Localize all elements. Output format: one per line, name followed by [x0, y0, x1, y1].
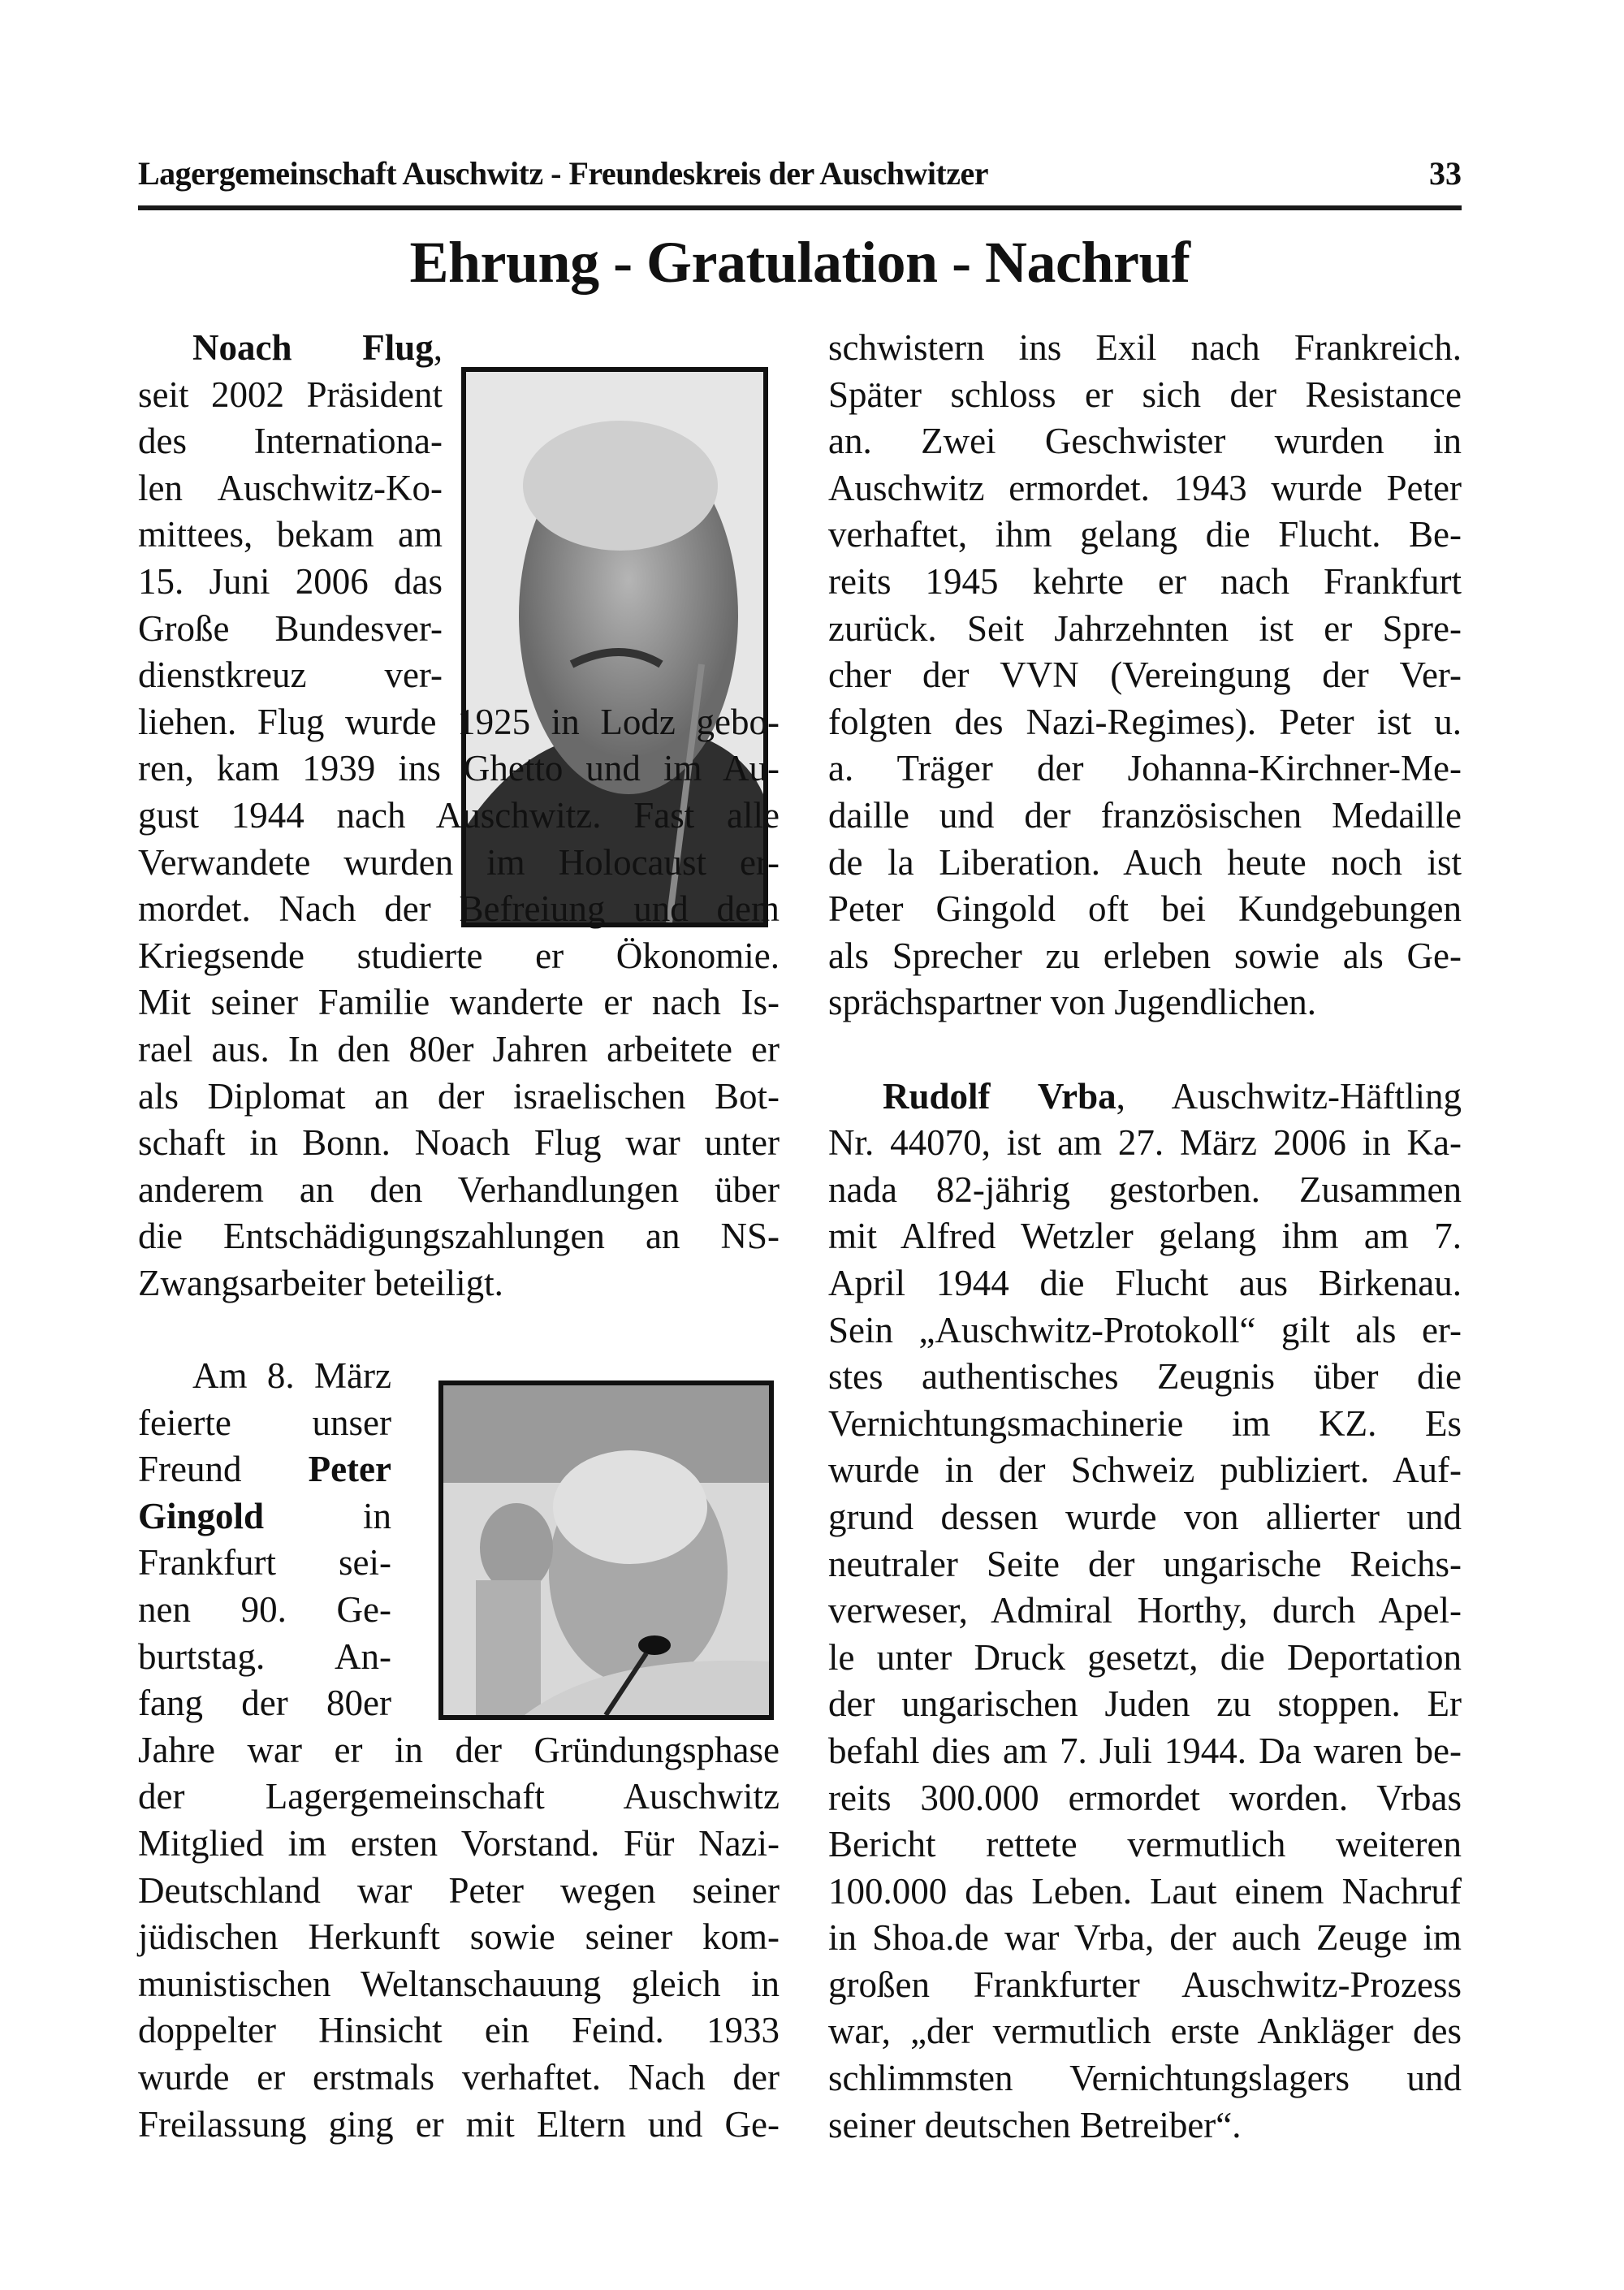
text-line [138, 418, 443, 465]
text-line [828, 559, 1462, 606]
text-line [138, 2102, 780, 2149]
text-line [828, 1915, 1462, 1962]
text-line [138, 1680, 391, 1727]
text-line [138, 1914, 780, 1961]
text-span: folgten des Nazi-Regimes). Peter ist u. [828, 701, 1462, 742]
text-line [138, 1540, 391, 1587]
text-line [828, 325, 1462, 372]
text-span: sprächspartner von Jugendlichen. [828, 982, 1317, 1023]
text-line [138, 372, 443, 419]
text-line [138, 1961, 780, 2008]
text-line [828, 1074, 1462, 1121]
text-line [828, 1260, 1462, 1307]
page-number: 33 [1429, 155, 1462, 192]
text-span: 100.000 das Leben. Laut einem Nachruf [828, 1870, 1462, 1912]
text-span: fang der 80er [138, 1683, 391, 1724]
text-line [828, 1541, 1462, 1588]
text-line [828, 606, 1462, 653]
text-span: Freilassung ging er mit Eltern und Ge- [138, 2103, 780, 2145]
text-line [138, 512, 443, 559]
text-span: schwistern ins Exil nach Frankreich. [828, 327, 1462, 368]
text-span: , [433, 327, 443, 368]
text-span: rael aus. In den 80er Jahren arbeitete er [138, 1028, 780, 1069]
text-line [138, 1493, 391, 1540]
text-line [138, 745, 780, 793]
text-span: in Shoa.de war Vrba, der auch Zeuge im [828, 1917, 1462, 1959]
text-span: nen 90. Ge- [138, 1588, 391, 1630]
text-span: a. Träger der Johanna-Kirchner-Me- [828, 748, 1462, 789]
text-span: Auschwitz ermordet. 1943 wurde Peter [828, 467, 1462, 508]
text-line [828, 1447, 1462, 1494]
text-line [828, 886, 1462, 933]
text-line [828, 1401, 1462, 1448]
text-span: Verwandete wurden im Holocaust er- [138, 841, 780, 883]
text-line [828, 2008, 1462, 2055]
text-span: len Auschwitz-Ko- [138, 467, 443, 508]
text-line [828, 699, 1462, 746]
text-line [828, 979, 1462, 1026]
text-span: de la Liberation. Auch heute noch ist [828, 841, 1462, 883]
text-line [138, 933, 780, 980]
text-line [828, 1821, 1462, 1869]
text-span: grund dessen wurde von allierter und [828, 1496, 1462, 1537]
text-span: der Lagergemeinschaft Auschwitz [138, 1776, 780, 1817]
text-line [828, 1167, 1462, 1214]
flug-full-text [138, 699, 780, 1307]
text-span: , Auschwitz-Häftling [1116, 1075, 1462, 1117]
text-line [828, 1775, 1462, 1822]
text-span: neutraler Seite der ungarische Reichs- [828, 1543, 1462, 1584]
text-span: Später schloss er sich der Resistance [828, 374, 1462, 415]
text-span: Freund [138, 1449, 309, 1490]
text-line [138, 1774, 780, 1821]
text-span: der ungarischen Juden zu stoppen. Er [828, 1683, 1462, 1725]
text-span: seiner deutschen Betreiber“. [828, 2104, 1242, 2145]
text-span: als Diplomat an der israelischen Bot- [138, 1075, 780, 1117]
text-span: Frankfurt sei- [138, 1542, 391, 1584]
text-span: Mit seiner Familie wanderte er nach Is- [138, 982, 780, 1023]
text-span: mit Alfred Wetzler gelang ihm am 7. [828, 1216, 1462, 1257]
text-span: ren, kam 1939 ins Ghetto und im Au- [138, 748, 780, 789]
text-line [138, 2055, 780, 2102]
text-span: dienstkreuz ver- [138, 655, 443, 696]
text-span: jüdischen Herkunft sowie seiner kom- [138, 1916, 780, 1958]
text-span: le unter Druck gesetzt, die Deportation [828, 1636, 1462, 1678]
text-span: anderem an den Verhandlungen über [138, 1169, 780, 1210]
text-line [138, 1400, 391, 1447]
text-span: feierte unser [138, 1402, 391, 1443]
text-line [138, 1120, 780, 1167]
page-title: Ehrung - Gratulation - Nachruf [409, 230, 1190, 295]
text-line [138, 2007, 780, 2055]
text-span: daille und der französischen Medaille [828, 794, 1462, 836]
text-line [138, 1026, 780, 1074]
gingold-narrow-text [138, 1353, 391, 1727]
text-line [828, 1588, 1462, 1635]
text-span: Zwangsarbeiter beteiligt. [138, 1262, 503, 1303]
header-rule [138, 205, 1462, 210]
text-span: zurück. Seit Jahrzehnten ist er Spre- [828, 607, 1462, 649]
text-span: in [264, 1495, 391, 1536]
text-line [828, 1213, 1462, 1260]
person-name: Gingold [138, 1495, 265, 1536]
text-span: die Entschädigungszahlungen an NS- [138, 1216, 780, 1257]
text-span: cher der VVN (Vereingung der Ver- [828, 655, 1462, 696]
text-span: stes authentisches Zeugnis über die [828, 1356, 1462, 1398]
text-line [138, 652, 443, 699]
photo-peter-gingold [438, 1380, 774, 1720]
text-span: des Internationa- [138, 421, 443, 462]
running-header: Lagergemeinschaft Auschwitz - Freundeskreis der Auschwitzer [138, 155, 989, 192]
text-line [828, 1681, 1462, 1728]
text-span: 15. Juni 2006 das [138, 560, 443, 602]
text-line [138, 1446, 391, 1493]
text-span: reits 1945 kehrte er nach Frankfurt [828, 560, 1462, 602]
text-span: Peter Gingold oft bei Kundgebungen [828, 888, 1462, 930]
text-line [828, 745, 1462, 793]
text-line [138, 1260, 780, 1307]
text-line [828, 2102, 1462, 2150]
text-line [828, 1307, 1462, 1355]
text-span: Nr. 44070, ist am 27. März 2006 in Ka- [828, 1122, 1462, 1164]
text-span: nada 82-jährig gestorben. Zusammen [828, 1169, 1462, 1210]
text-line [138, 1167, 780, 1214]
flug-narrow-text [138, 325, 443, 699]
text-span: seit 2002 Präsident [138, 374, 443, 415]
person-name: Rudolf Vrba [883, 1075, 1116, 1117]
text-line [828, 1728, 1462, 1775]
text-span: doppelter Hinsicht ein Feind. 1933 [138, 2010, 780, 2051]
text-line [138, 840, 780, 887]
person-name: Noach Flug [192, 327, 434, 368]
text-span: wurde er erstmals verhaftet. Nach der [138, 2056, 780, 2098]
text-span: befahl dies am 7. Juli 1944. Da waren be- [828, 1730, 1462, 1771]
text-line [828, 1354, 1462, 1401]
text-span: Sein „Auschwitz-Protokoll“ gilt als er- [828, 1309, 1462, 1350]
text-span: liehen. Flug wurde 1925 in Lodz gebo- [138, 701, 780, 742]
text-span: verweser, Admiral Horthy, durch Apel- [828, 1590, 1462, 1631]
text-line [138, 699, 780, 746]
text-line [828, 793, 1462, 840]
text-line [828, 512, 1462, 559]
text-line [138, 1821, 780, 1868]
text-line [138, 979, 780, 1026]
text-span: reits 300.000 ermordet worden. Vrbas [828, 1777, 1462, 1818]
person-name: Peter [308, 1449, 391, 1490]
text-line [828, 1635, 1462, 1682]
text-line [138, 325, 443, 372]
text-span: Jahre war er in der Gründungsphase [138, 1729, 780, 1770]
text-span: mittees, bekam am [138, 514, 443, 555]
text-line [138, 1213, 780, 1260]
text-span: schlimmsten Vernichtungslagers und [828, 2058, 1462, 2099]
vrba-text [828, 1074, 1462, 2150]
text-line [138, 606, 443, 653]
text-line [138, 559, 443, 606]
text-span: als Sprecher zu erleben sowie als Ge- [828, 935, 1462, 976]
text-line [828, 1869, 1462, 1916]
gingold-full-text [138, 1727, 780, 2148]
text-span: an. Zwei Geschwister wurden in [828, 421, 1462, 462]
gingold-continued-text [828, 325, 1462, 1026]
text-line [138, 886, 780, 933]
text-span: großen Frankfurter Auschwitz-Prozess [828, 1964, 1462, 2005]
text-line [828, 840, 1462, 887]
text-span: Deutschland war Peter wegen seiner [138, 1869, 780, 1911]
text-line [138, 465, 443, 512]
text-span: mordet. Nach der Befreiung und dem [138, 888, 780, 930]
text-line [828, 933, 1462, 980]
text-span: April 1944 die Flucht aus Birkenau. [828, 1262, 1462, 1303]
text-span: Mitglied im ersten Vorstand. Für Nazi- [138, 1822, 780, 1864]
text-span: gust 1944 nach Auschwitz. Fast alle [138, 794, 780, 836]
text-span: Am 8. März [192, 1355, 391, 1396]
text-line [828, 465, 1462, 512]
text-span: verhaftet, ihm gelang die Flucht. Be- [828, 514, 1462, 555]
text-span: Große Bundesver- [138, 607, 443, 649]
text-span: schaft in Bonn. Noach Flug war unter [138, 1122, 780, 1164]
text-line [828, 2055, 1462, 2102]
text-line [138, 1727, 780, 1774]
text-line [828, 1962, 1462, 2009]
text-line [138, 1587, 391, 1634]
text-span: Kriegsende studierte er Ökonomie. [138, 935, 780, 976]
text-line [828, 1494, 1462, 1541]
text-line [828, 372, 1462, 419]
text-line [828, 418, 1462, 465]
portrait-image [443, 1385, 769, 1715]
text-line [828, 652, 1462, 699]
text-span: war, „der vermutlich erste Ankläger des [828, 2011, 1462, 2052]
text-line [138, 1868, 780, 1915]
text-span: wurde in der Schweiz publiziert. Auf- [828, 1450, 1462, 1491]
text-line [138, 793, 780, 840]
text-line [138, 1074, 780, 1121]
text-line [828, 1120, 1462, 1167]
text-span: munistischen Weltanschauung gleich in [138, 1963, 780, 2004]
text-line [138, 1634, 391, 1681]
text-line [138, 1353, 391, 1400]
text-span: Vernichtungsmachinerie im KZ. Es [828, 1402, 1462, 1444]
text-span: burtstag. An- [138, 1635, 391, 1677]
text-span: Bericht rettete vermutlich weiteren [828, 1824, 1462, 1865]
